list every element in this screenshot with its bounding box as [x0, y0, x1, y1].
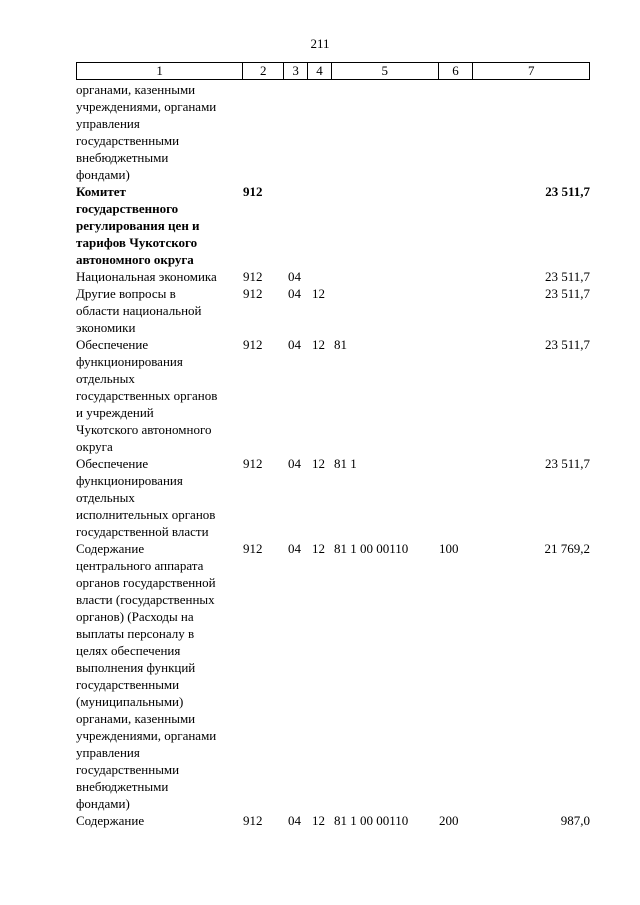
- cell-section: 04: [288, 813, 301, 828]
- table-row: [76, 81, 590, 183]
- cell-amount: 23 511,7: [544, 269, 590, 284]
- cell-ministry-code: 912: [243, 286, 263, 301]
- cell-name: Содержание: [76, 813, 145, 828]
- cell-section: 04: [288, 337, 301, 352]
- header-col-3: 3: [284, 63, 308, 79]
- header-col-2: 2: [243, 63, 284, 79]
- table-row: [76, 285, 590, 336]
- cell-target-article: 81 1 00 00110: [334, 541, 409, 556]
- cell-name: Комитет государственного регулирования цен и тарифов Чукотского автономного округа: [76, 184, 200, 267]
- cell-name: Обеспечение функционирования отдельных государственных органов и учреждений Чукотского автономного округа: [76, 337, 218, 454]
- cell-ministry-code: 912: [243, 813, 263, 828]
- cell-ministry-code: 912: [243, 337, 263, 352]
- table-body: [76, 81, 590, 829]
- cell-amount: 23 511,7: [544, 286, 590, 301]
- cell-name: Содержание центрального аппарата органов государственной власти (государственных органов) (Расходы на выплаты персоналу в целях обеспечения выполнения функций государственными (муниципальными) органами, казенными учреждениями, органами управления государственными внебюджетными фондами): [76, 541, 217, 811]
- cell-ministry-code: 912: [243, 541, 263, 556]
- header-col-4: 4: [308, 63, 332, 79]
- header-col-5: 5: [332, 63, 439, 79]
- table-row: [76, 812, 590, 829]
- cell-ministry-code: 912: [243, 456, 263, 471]
- cell-name: Национальная экономика: [76, 269, 217, 284]
- table-row: [76, 336, 590, 455]
- table-row: [76, 540, 590, 812]
- cell-ministry-code: 912: [243, 184, 263, 199]
- cell-subsection: 12: [312, 337, 325, 352]
- cell-amount: 23 511,7: [545, 184, 590, 199]
- cell-section: 04: [288, 269, 301, 284]
- table-row: [76, 455, 590, 540]
- cell-section: 04: [288, 286, 301, 301]
- cell-subsection: 12: [312, 813, 325, 828]
- cell-target-article: 81 1: [334, 456, 357, 471]
- cell-name: Обеспечение функционирования отдельных исполнительных органов государственной власти: [76, 456, 216, 539]
- cell-section: 04: [288, 541, 301, 556]
- cell-target-article: 81 1 00 00110: [334, 813, 409, 828]
- cell-subsection: 12: [312, 286, 325, 301]
- cell-name: органами, казенными учреждениями, органами управления государственными внебюджетными фондами): [76, 82, 217, 182]
- cell-amount: 987,0: [560, 813, 590, 828]
- cell-expense-type: 100: [439, 541, 459, 556]
- header-col-1: 1: [77, 63, 243, 79]
- cell-target-article: 81: [334, 337, 347, 352]
- cell-name: Другие вопросы в области национальной экономики: [76, 286, 202, 335]
- table-row: [76, 183, 590, 268]
- table-row: [76, 268, 590, 285]
- cell-amount: 21 769,2: [544, 541, 590, 556]
- cell-section: 04: [288, 456, 301, 471]
- cell-amount: 23 511,7: [544, 456, 590, 471]
- page-number: 211: [310, 36, 330, 51]
- cell-ministry-code: 912: [243, 269, 263, 284]
- cell-expense-type: 200: [439, 813, 459, 828]
- cell-subsection: 12: [312, 541, 325, 556]
- header-col-6: 6: [439, 63, 474, 79]
- cell-subsection: 12: [312, 456, 325, 471]
- header-col-7: 7: [527, 63, 535, 78]
- cell-amount: 23 511,7: [544, 337, 590, 352]
- table-header: [76, 62, 590, 80]
